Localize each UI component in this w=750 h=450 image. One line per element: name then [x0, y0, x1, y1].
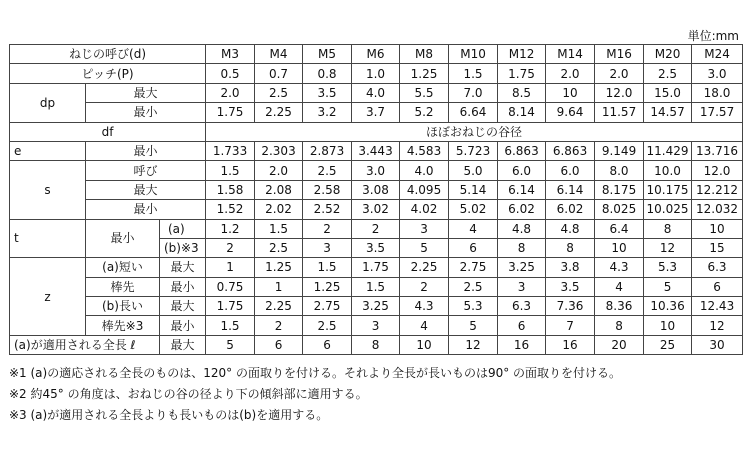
- cell: 2.873: [303, 141, 352, 160]
- cell: 0.5: [206, 64, 255, 83]
- cell: 12: [692, 316, 743, 335]
- cell: 12.032: [692, 200, 743, 219]
- size-header: M8: [400, 45, 449, 64]
- table-row: [10, 83, 743, 102]
- cell: 3.0: [692, 64, 743, 83]
- cell: 5: [206, 335, 255, 354]
- cell: 6.64: [449, 103, 498, 122]
- cell: 5.3: [644, 258, 692, 277]
- cell: 3: [352, 316, 400, 335]
- cell: 1.2: [206, 219, 255, 238]
- cell: 6.863: [498, 141, 546, 160]
- cell: 5.0: [449, 161, 498, 180]
- cell: 4.3: [595, 258, 644, 277]
- cell: 0.7: [255, 64, 303, 83]
- cell: 6.14: [546, 180, 595, 199]
- cell: 9.64: [546, 103, 595, 122]
- cell: 2.52: [303, 200, 352, 219]
- cell: 1.75: [352, 258, 400, 277]
- label-min: 最小: [86, 200, 206, 219]
- cell: 6.0: [498, 161, 546, 180]
- size-header: M10: [449, 45, 498, 64]
- cell: 1.75: [206, 297, 255, 316]
- table-row: [10, 297, 743, 316]
- cell: 7.0: [449, 83, 498, 102]
- cell: 12.212: [692, 180, 743, 199]
- cell: 1.733: [206, 141, 255, 160]
- cell: 3.7: [352, 103, 400, 122]
- note-3: ※3 (a)が適用される全長よりも長いものは(b)を適用する。: [9, 408, 329, 422]
- cell: 15.0: [644, 83, 692, 102]
- label-max: 最大: [160, 258, 206, 277]
- notes: [9, 363, 621, 426]
- cell: 3.5: [352, 238, 400, 257]
- label-df: df: [10, 122, 206, 141]
- cell: 6: [498, 316, 546, 335]
- cell: 12: [449, 335, 498, 354]
- cell: 3: [498, 277, 546, 296]
- label-z-long-1: (b)長い: [86, 297, 160, 316]
- label-min: 最小: [86, 141, 206, 160]
- table-row: [10, 122, 743, 141]
- cell: 1.5: [303, 258, 352, 277]
- unit-label: 単位:mm: [687, 29, 739, 43]
- cell: 0.8: [303, 64, 352, 83]
- cell: 4.583: [400, 141, 449, 160]
- cell: 0.75: [206, 277, 255, 296]
- size-header: M12: [498, 45, 546, 64]
- cell: 10.025: [644, 200, 692, 219]
- label-max: 最大: [86, 83, 206, 102]
- cell: 8: [546, 238, 595, 257]
- cell: 2: [352, 219, 400, 238]
- cell: 8: [644, 219, 692, 238]
- label-min: 最小: [86, 219, 160, 258]
- label-s: s: [10, 161, 86, 219]
- cell: 25: [644, 335, 692, 354]
- cell: 8: [498, 238, 546, 257]
- cell: 10: [546, 83, 595, 102]
- table-row: [10, 316, 743, 335]
- cell: 4: [449, 219, 498, 238]
- cell: 8.36: [595, 297, 644, 316]
- cell: 2: [206, 238, 255, 257]
- cell: 12.0: [595, 83, 644, 102]
- cell: 2.25: [400, 258, 449, 277]
- cell: 15: [692, 238, 743, 257]
- cell: 30: [692, 335, 743, 354]
- cell: 14.57: [644, 103, 692, 122]
- table-row: [10, 103, 743, 122]
- label-min: 最小: [160, 316, 206, 335]
- cell: 6.02: [498, 200, 546, 219]
- cell: 12.43: [692, 297, 743, 316]
- cell: 2: [303, 219, 352, 238]
- size-header: M3: [206, 45, 255, 64]
- cell: 3.443: [352, 141, 400, 160]
- label-min: 最小: [86, 103, 206, 122]
- cell: 3.08: [352, 180, 400, 199]
- cell: 3.2: [303, 103, 352, 122]
- cell: 20: [595, 335, 644, 354]
- cell: 6.3: [498, 297, 546, 316]
- table-row: [10, 335, 743, 354]
- label-z-long-2: 棒先※3: [86, 316, 160, 335]
- label-z-short-1: (a)短い: [86, 258, 160, 277]
- cell: 3.5: [303, 83, 352, 102]
- cell: 4.095: [400, 180, 449, 199]
- cell: 6: [303, 335, 352, 354]
- cell: 2.5: [303, 161, 352, 180]
- cell: 6.3: [692, 258, 743, 277]
- label-max: 最大: [86, 180, 206, 199]
- table-row: [10, 219, 743, 238]
- size-header: M16: [595, 45, 644, 64]
- cell: 8.175: [595, 180, 644, 199]
- cell: 8.025: [595, 200, 644, 219]
- cell: 8.0: [595, 161, 644, 180]
- cell: 2.25: [255, 297, 303, 316]
- cell: 5: [400, 238, 449, 257]
- label-t: t: [10, 219, 86, 258]
- cell: 6.863: [546, 141, 595, 160]
- cell: 5.2: [400, 103, 449, 122]
- cell: 5.5: [400, 83, 449, 102]
- label-call: 呼び: [86, 161, 206, 180]
- table-row: [10, 277, 743, 296]
- cell: 6.02: [546, 200, 595, 219]
- cell: 3.25: [352, 297, 400, 316]
- cell: 1.0: [352, 64, 400, 83]
- cell: 3: [400, 219, 449, 238]
- cell: 1.25: [255, 258, 303, 277]
- cell: 2.5: [255, 238, 303, 257]
- note-1: ※1 (a)の適応される全長のものは、120° の面取りを付ける。それより全長が長いものは90° の面取りを付ける。: [9, 366, 622, 380]
- size-header: M5: [303, 45, 352, 64]
- cell: 3.0: [352, 161, 400, 180]
- label-e: e: [10, 141, 86, 160]
- cell: 8.14: [498, 103, 546, 122]
- cell: 6.0: [546, 161, 595, 180]
- cell: 4.02: [400, 200, 449, 219]
- cell: 6: [692, 277, 743, 296]
- cell: 3.5: [546, 277, 595, 296]
- cell: 3.02: [352, 200, 400, 219]
- cell: 5.723: [449, 141, 498, 160]
- cell: 4: [400, 316, 449, 335]
- cell: 2.75: [449, 258, 498, 277]
- cell: 2.58: [303, 180, 352, 199]
- cell: 2.5: [644, 64, 692, 83]
- size-header: M20: [644, 45, 692, 64]
- cell: 10: [644, 316, 692, 335]
- spec-table: [9, 44, 743, 355]
- cell: 10: [400, 335, 449, 354]
- cell: 4.3: [400, 297, 449, 316]
- cell: 10.36: [644, 297, 692, 316]
- cell: 11.57: [595, 103, 644, 122]
- header-nominal: ねじの呼び(d): [10, 45, 206, 64]
- cell: 4.8: [498, 219, 546, 238]
- label-dp: dp: [10, 83, 86, 122]
- cell: 8: [595, 316, 644, 335]
- label-z: z: [10, 258, 86, 336]
- cell: 2.0: [255, 161, 303, 180]
- cell: 2: [255, 316, 303, 335]
- cell: 5: [644, 277, 692, 296]
- cell: 13.716: [692, 141, 743, 160]
- cell: 1.25: [400, 64, 449, 83]
- cell: 6: [255, 335, 303, 354]
- cell: 2.5: [449, 277, 498, 296]
- cell: 1.5: [255, 219, 303, 238]
- cell: 1.75: [498, 64, 546, 83]
- cell: 2.25: [255, 103, 303, 122]
- table-row: [10, 258, 743, 277]
- cell: 8.5: [498, 83, 546, 102]
- label-max: 最大: [160, 335, 206, 354]
- cell: 5.02: [449, 200, 498, 219]
- cell: 2.303: [255, 141, 303, 160]
- cell: 1.5: [206, 161, 255, 180]
- cell: 1.5: [206, 316, 255, 335]
- cell: 2.75: [303, 297, 352, 316]
- cell: 1.5: [352, 277, 400, 296]
- cell: 7: [546, 316, 595, 335]
- cell: 17.57: [692, 103, 743, 122]
- table-row: [10, 64, 743, 83]
- cell: 2.5: [255, 83, 303, 102]
- cell: 7.36: [546, 297, 595, 316]
- cell: 9.149: [595, 141, 644, 160]
- label-z-short-2: 棒先: [86, 277, 160, 296]
- cell: 16: [498, 335, 546, 354]
- table-row: [10, 45, 743, 64]
- label-max: 最大: [160, 297, 206, 316]
- cell: 2.5: [303, 316, 352, 335]
- cell: 10.0: [644, 161, 692, 180]
- cell: 5.3: [449, 297, 498, 316]
- label-length: (a)が適用される全長 ℓ: [10, 335, 160, 354]
- cell: 4.0: [400, 161, 449, 180]
- cell: 1.75: [206, 103, 255, 122]
- cell: 2: [400, 277, 449, 296]
- cell: 2.0: [595, 64, 644, 83]
- cell: 1.52: [206, 200, 255, 219]
- size-header: M24: [692, 45, 743, 64]
- cell: 10: [595, 238, 644, 257]
- table-row: [10, 141, 743, 160]
- cell: 2.08: [255, 180, 303, 199]
- table-row: [10, 180, 743, 199]
- size-header: M14: [546, 45, 595, 64]
- size-header: M6: [352, 45, 400, 64]
- cell: 1.25: [303, 277, 352, 296]
- cell: 6: [449, 238, 498, 257]
- cell: 1.58: [206, 180, 255, 199]
- cell: 12: [644, 238, 692, 257]
- cell: 5: [449, 316, 498, 335]
- cell: 12.0: [692, 161, 743, 180]
- cell: 5.14: [449, 180, 498, 199]
- cell: 11.429: [644, 141, 692, 160]
- cell: 4.8: [546, 219, 595, 238]
- cell: 4.0: [352, 83, 400, 102]
- cell: 1: [255, 277, 303, 296]
- table-row: [10, 161, 743, 180]
- cell: 2.02: [255, 200, 303, 219]
- cell: 2.0: [546, 64, 595, 83]
- cell: 18.0: [692, 83, 743, 102]
- cell: 8: [352, 335, 400, 354]
- header-pitch: ピッチ(P): [10, 64, 206, 83]
- label-min: 最小: [160, 277, 206, 296]
- cell: 3.8: [546, 258, 595, 277]
- note-2: ※2 約45° の角度は、おねじの谷の径より下の傾斜部に適用する。: [9, 387, 368, 401]
- cell: 6.4: [595, 219, 644, 238]
- cell: 1.5: [449, 64, 498, 83]
- cell: 1: [206, 258, 255, 277]
- cell: 6.14: [498, 180, 546, 199]
- size-header: M4: [255, 45, 303, 64]
- label-b3: (b)※3: [160, 238, 206, 257]
- cell: 10.175: [644, 180, 692, 199]
- cell: 3.25: [498, 258, 546, 277]
- df-value: ほぼおねじの谷径: [206, 122, 743, 141]
- label-a: (a): [160, 219, 206, 238]
- cell: 4: [595, 277, 644, 296]
- cell: 2.0: [206, 83, 255, 102]
- cell: 10: [692, 219, 743, 238]
- cell: 3: [303, 238, 352, 257]
- table-row: [10, 200, 743, 219]
- cell: 16: [546, 335, 595, 354]
